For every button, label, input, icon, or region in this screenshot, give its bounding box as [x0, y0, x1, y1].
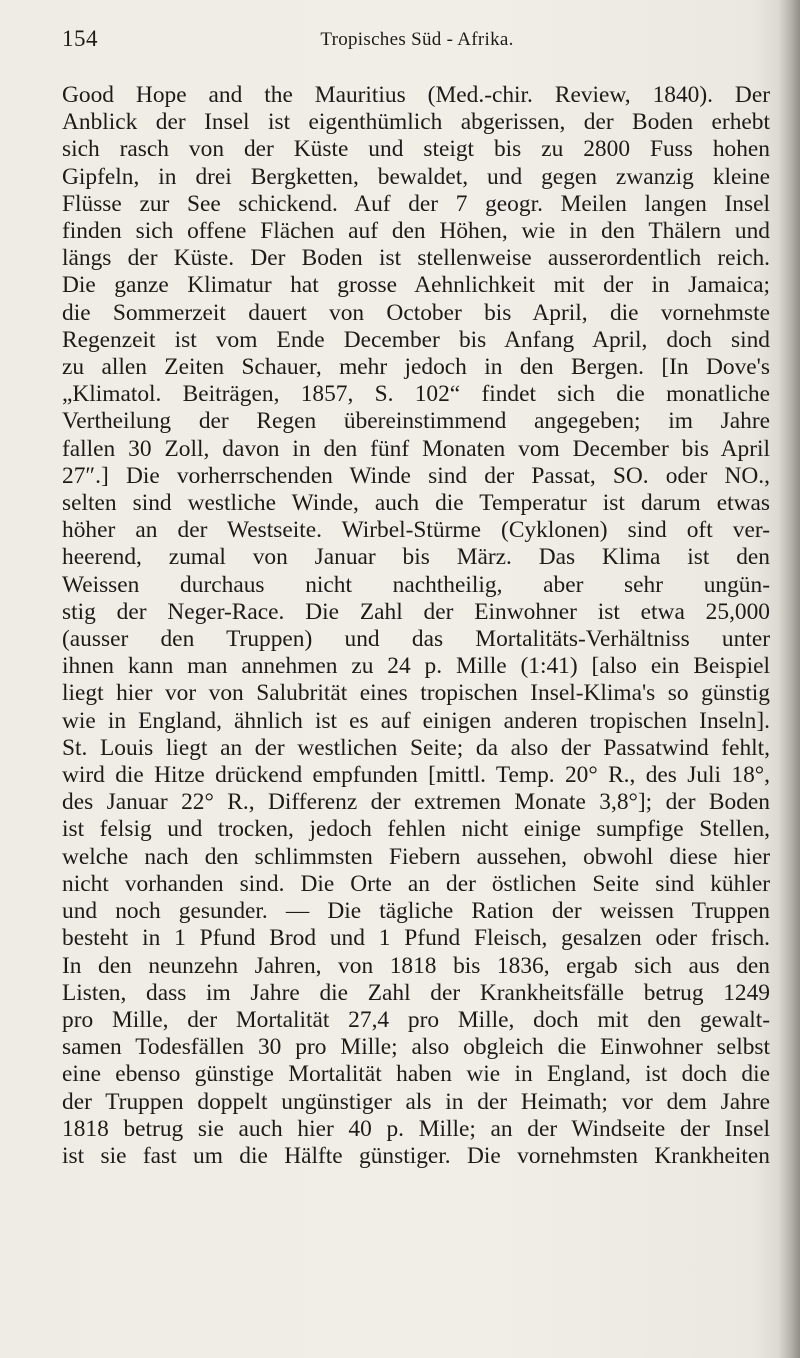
text-line: Vertheilung der Regen übereinstimmend angegeben; im Jahre	[62, 408, 770, 435]
text-line: 27″.] Die vorherrschenden Winde sind der Passat, SO. oder NO.,	[62, 462, 770, 489]
text-line: St. Louis liegt an der westlichen Seite; da also der Passatwind fehlt,	[62, 734, 770, 761]
text-line: Flüsse zur See schickend. Auf der 7 geogr. Meilen langen Insel	[62, 190, 770, 217]
text-line: pro Mille, der Mortalität 27,4 pro Mille, doch mit den gewalt-	[62, 1006, 770, 1033]
text-line: ihnen kann man annehmen zu 24 p. Mille (1:41) [also ein Beispiel	[62, 653, 770, 680]
text-line: Weissen durchaus nicht nachtheilig, aber sehr ungün-	[62, 571, 770, 598]
page-number: 154	[62, 26, 98, 51]
text-line: stig der Neger-Race. Die Zahl der Einwohner ist etwa 25,000	[62, 598, 770, 625]
text-line: 1818 betrug sie auch hier 40 p. Mille; an der Windseite der Insel	[62, 1115, 770, 1142]
text-line: „Klimatol. Beiträgen, 1857, S. 102“ findet sich die monatliche	[62, 381, 770, 408]
text-line: liegt hier vor von Salubrität eines tropischen Insel-Klima's so günstig	[62, 680, 770, 707]
text-line: ist sie fast um die Hälfte günstiger. Die vornehmsten Krankheiten	[62, 1142, 770, 1169]
text-line: ist felsig und trocken, jedoch fehlen nicht einige sumpfige Stellen,	[62, 816, 770, 843]
text-line: Listen, dass im Jahre die Zahl der Krankheitsfälle betrug 1249	[62, 979, 770, 1006]
text-line: finden sich offene Flächen auf den Höhen, wie in den Thälern und	[62, 218, 770, 245]
text-line: (ausser den Truppen) und das Mortalitäts-Verhältniss unter	[62, 626, 770, 653]
text-line: besteht in 1 Pfund Brod und 1 Pfund Fleisch, gesalzen oder frisch.	[62, 925, 770, 952]
text-line: selten sind westliche Winde, auch die Temperatur ist darum etwas	[62, 490, 770, 517]
text-line: nicht vorhanden sind. Die Orte an der östlichen Seite sind kühler	[62, 870, 770, 897]
text-line: heerend, zumal von Januar bis März. Das Klima ist den	[62, 544, 770, 571]
text-line: höher an der Westseite. Wirbel-Stürme (Cyklonen) sind oft ver-	[62, 517, 770, 544]
text-line: Regenzeit ist vom Ende December bis Anfang April, doch sind	[62, 326, 770, 353]
text-line: samen Todesfällen 30 pro Mille; also obgleich die Einwohner selbst	[62, 1034, 770, 1061]
running-head: Tropisches Süd - Afrika.	[320, 29, 514, 50]
text-line: wie in England, ähnlich ist es auf einigen anderen tropischen Inseln].	[62, 707, 770, 734]
text-line: längs der Küste. Der Boden ist stellenweise ausserordentlich reich.	[62, 245, 770, 272]
text-line: die Sommerzeit dauert von October bis April, die vornehmste	[62, 299, 770, 326]
text-line: des Januar 22° R., Differenz der extremen Monate 3,8°]; der Boden	[62, 789, 770, 816]
text-line: Anblick der Insel ist eigenthümlich abgerissen, der Boden erhebt	[62, 109, 770, 136]
text-line: wird die Hitze drückend empfunden [mittl. Temp. 20° R., des Juli 18°,	[62, 762, 770, 789]
text-line: Good Hope and the Mauritius (Med.-chir. Review, 1840). Der	[62, 82, 770, 108]
text-line: sich rasch von der Küste und steigt bis zu 2800 Fuss hohen	[62, 136, 770, 163]
page-edge-shadow	[778, 0, 800, 1358]
body-text	[62, 82, 770, 1170]
text-line: Die ganze Klimatur hat grosse Aehnlichkeit mit der in Jamaica;	[62, 272, 770, 299]
page-header	[62, 26, 772, 56]
text-line: eine ebenso günstige Mortalität haben wie in England, ist doch die	[62, 1061, 770, 1088]
text-line: zu allen Zeiten Schauer, mehr jedoch in den Bergen. [In Dove's	[62, 354, 770, 381]
text-line: fallen 30 Zoll, davon in den fünf Monaten vom December bis April	[62, 435, 770, 462]
text-line: In den neunzehn Jahren, von 1818 bis 1836, ergab sich aus den	[62, 952, 770, 979]
text-line: und noch gesunder. — Die tägliche Ration der weissen Truppen	[62, 898, 770, 925]
text-line: Gipfeln, in drei Bergketten, bewaldet, und gegen zwanzig kleine	[62, 163, 770, 190]
text-line: welche nach den schlimmsten Fiebern aussehen, obwohl diese hier	[62, 843, 770, 870]
text-line: der Truppen doppelt ungünstiger als in der Heimath; vor dem Jahre	[62, 1088, 770, 1115]
